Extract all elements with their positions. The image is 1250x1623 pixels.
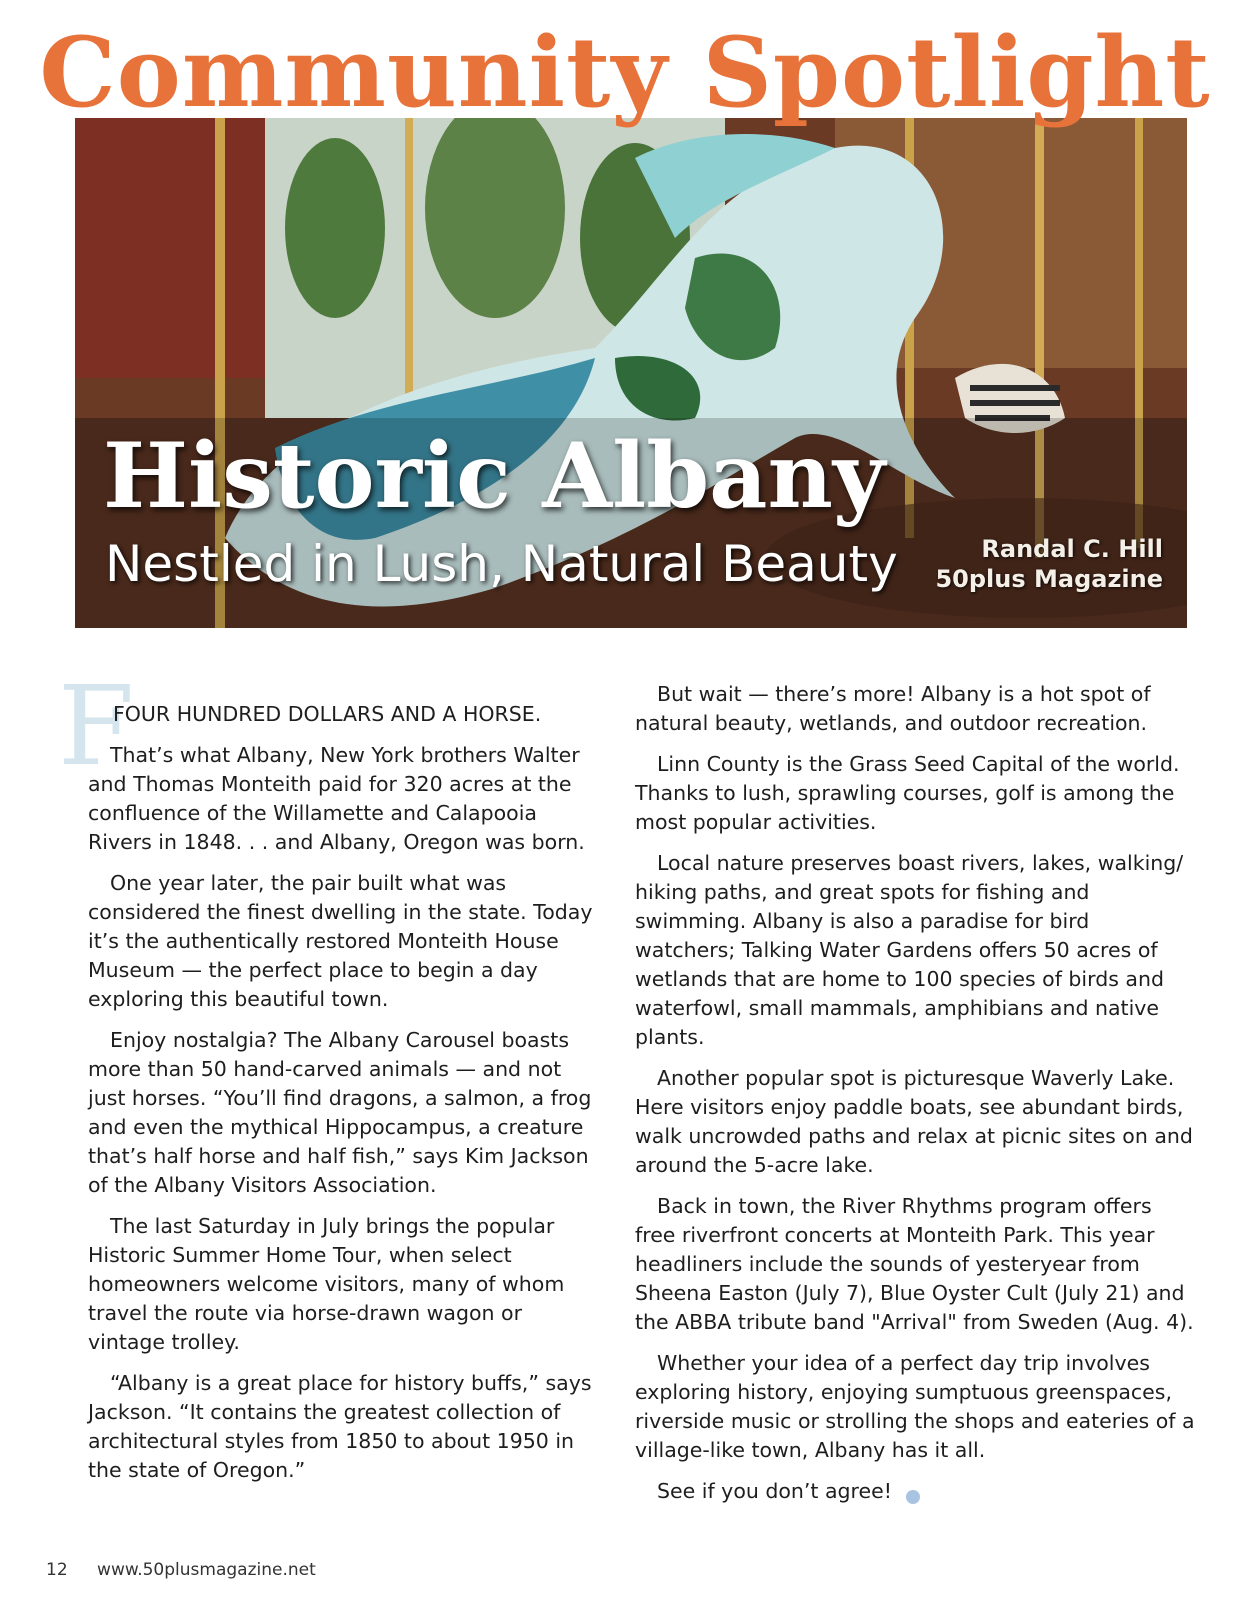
byline-publication: 50plus Magazine [935,565,1163,593]
byline [935,534,1163,594]
hero-banner [75,118,1187,628]
article-paragraph: The last Saturday in July brings the popular Historic Summer Home Tour, when select homeowners welcome visitors, many of whom travel the route via horse-drawn wagon or vintage trolley. [88,1214,565,1354]
article-paragraph: FOUR HUNDRED DOLLARS AND A HORSE. [113,702,542,726]
article-paragraph: That’s what Albany, New York brothers Walter and Thomas Monteith paid for 320 acres at the confluence of the Willamette and Calapooia Rivers in 1848. . . and Albany, Oregon was born. [88,743,585,854]
article-paragraph: “Albany is a great place for history buffs,” says Jackson. “It contains the greatest collection of architectural styles from 1850 to about 1950 in the state of Oregon.” [88,1371,592,1482]
article-closing-line [635,1477,1195,1506]
article-paragraph: But wait — there’s more! Albany is a hot spot of natural beauty, wetlands, and outdoor recreation. [635,682,1151,735]
article-paragraph: Back in town, the River Rhythms program offers free riverfront concerts at Monteith Park. This year headliners include the sounds of yesteryear from Sheena Easton (July 7), Blue Oyster Cult (July 21) and the ABBA tribute band "Arrival" from Sweden (Aug. 4). [635,1194,1194,1334]
article-subtitle: Nestled in Lush, Natural Beauty [105,535,898,593]
page-footer [46,1560,316,1580]
article-paragraph: Local nature preserves boast rivers, lakes, walking/ hiking paths, and great spots for fishing and swimming. Albany is also a paradise for bird watchers; Talking Water Gardens offers 50 acres of wetlands that are home to 100 species of birds and waterfowl, small mammals, amphibians and native plants. [635,851,1184,1049]
article-paragraph: Enjoy nostalgia? The Albany Carousel boasts more than 50 hand-carved animals — and not just horses. “You’ll find dragons, a salmon, a frog and even the mythical Hippocampus, a creature that’s half horse and half fish,” says Kim Jackson of the Albany Visitors Association. [88,1028,592,1197]
article-paragraph: Linn County is the Grass Seed Capital of the world. Thanks to lush, sprawling courses, golf is among the most popular activities. [635,752,1180,834]
page-number: 12 [46,1560,68,1580]
drop-cap: F [58,662,135,790]
website-link[interactable]: www.50plusmagazine.net [97,1560,316,1580]
closing-text: See if you don’t agree! [657,1479,892,1503]
article-left-column [88,700,603,1497]
article-title: Historic Albany [103,423,886,529]
article-paragraph: Whether your idea of a perfect day trip involves exploring history, enjoying sumptuous greenspaces, riverside music or strolling the shops and eateries of a village-like town, Albany has it all. [635,1351,1195,1462]
section-title: Community Spotlight [39,16,1211,129]
article-paragraph: One year later, the pair built what was considered the finest dwelling in the state. Today it’s the authentically restored Monteith House Museum — the perfect place to begin a day exploring this beautiful town. [88,871,593,1011]
article-paragraph: Another popular spot is picturesque Waverly Lake. Here visitors enjoy paddle boats, see abundant birds, walk uncrowded paths and relax at picnic sites on and around the 5-acre lake. [635,1066,1193,1177]
byline-author: Randal C. Hill [981,535,1163,563]
article-right-column [635,680,1195,1518]
end-mark-icon [906,1490,920,1504]
